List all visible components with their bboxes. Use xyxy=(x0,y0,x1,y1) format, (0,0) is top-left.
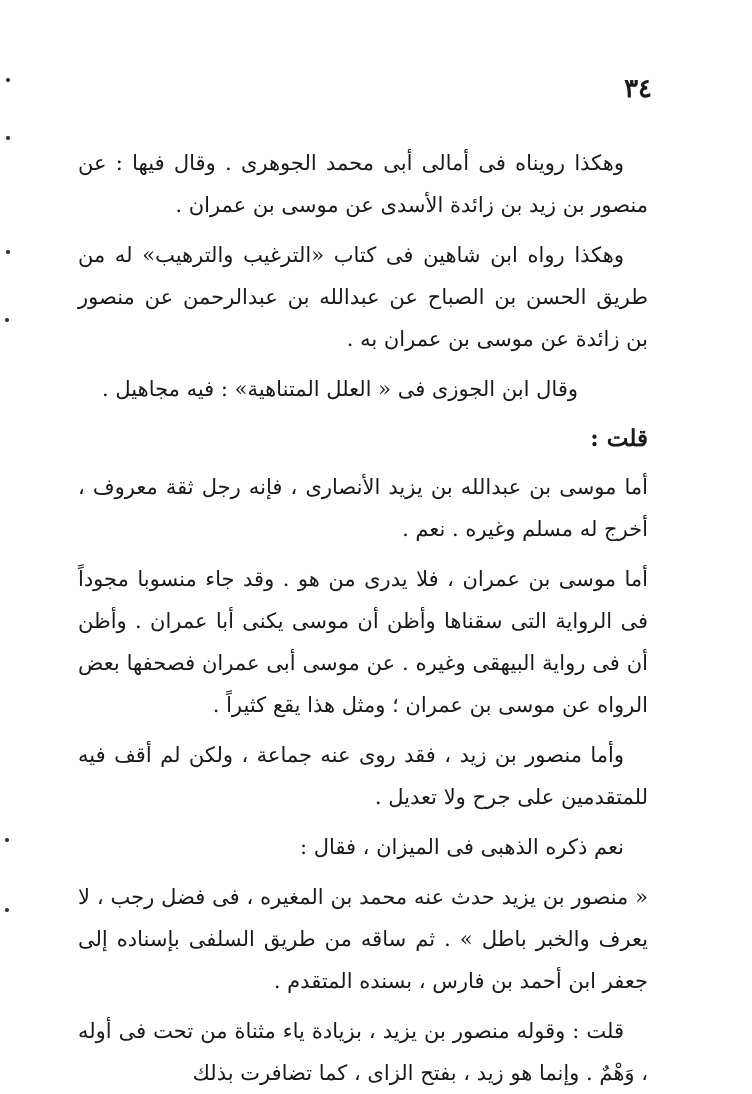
scan-mark xyxy=(5,318,9,322)
paragraph: قلت : وقوله منصور بن يزيد ، بزيادة ياء مثناة من تحت فى أوله ، وَهْمٌ . وإنما هو زيد ، بفتح الزاى ، كما تضافرت بذلك xyxy=(78,1019,648,1085)
quoted-paragraph: « منصور بن يزيد حدث عنه محمد بن المغيره ، فى فضل رجب ، لا يعرف والخبر باطل » . ثم ساقه من طريق السلفى بإسناده إلى جعفر ابن أحمد بن فارس ، بسنده المتقدم . xyxy=(78,885,648,993)
paragraph: وقال ابن الجوزى فى « العلل المتناهية» : فيه مجاهيل . xyxy=(102,377,578,401)
paragraph: وهكذا رواه ابن شاهين فى كتاب «الترغيب والترهيب» له من طريق الحسن بن الصباح عن عبدالله بن عبدالرحمن عن منصور بن زائدة عن موسى بن عمران به . xyxy=(78,243,648,351)
page-number: ٣٤ xyxy=(624,74,652,104)
paragraph: نعم ذكره الذهبى فى الميزان ، فقال : xyxy=(299,835,624,859)
scan-mark xyxy=(5,908,9,912)
scan-mark xyxy=(5,838,9,842)
scan-mark xyxy=(6,136,10,140)
scan-mark xyxy=(6,250,10,254)
page-body xyxy=(78,142,648,1094)
scan-mark xyxy=(6,78,10,82)
section-heading: قلت : xyxy=(590,425,648,452)
paragraph: وهكذا رويناه فى أمالى أبى محمد الجوهرى . وقال فيها : عن منصور بن زيد بن زائدة الأسدى عن موسى بن عمران . xyxy=(78,151,648,217)
paragraph: أما موسى بن عبدالله بن يزيد الأنصارى ، فإنه رجل ثقة معروف ، أخرج له مسلم وغيره . نعم . xyxy=(78,475,648,541)
paragraph: وأما منصور بن زيد ، فقد روى عنه جماعة ، ولكن لم أقف فيه للمتقدمين على جرح ولا تعديل . xyxy=(78,743,648,809)
paragraph: أما موسى بن عمران ، فلا يدرى من هو . وقد جاء منسوبا مجوداً فى الرواية التى سقناها وأظن أن موسى يكنى أبا عمران . وأظن أن فى رواية البيهقى وغيره . عن موسى أبى عمران فصحفها بعض الرواه عن موسى بن عمران ؛ ومثل هذا يقع كثيراً . xyxy=(78,567,648,717)
